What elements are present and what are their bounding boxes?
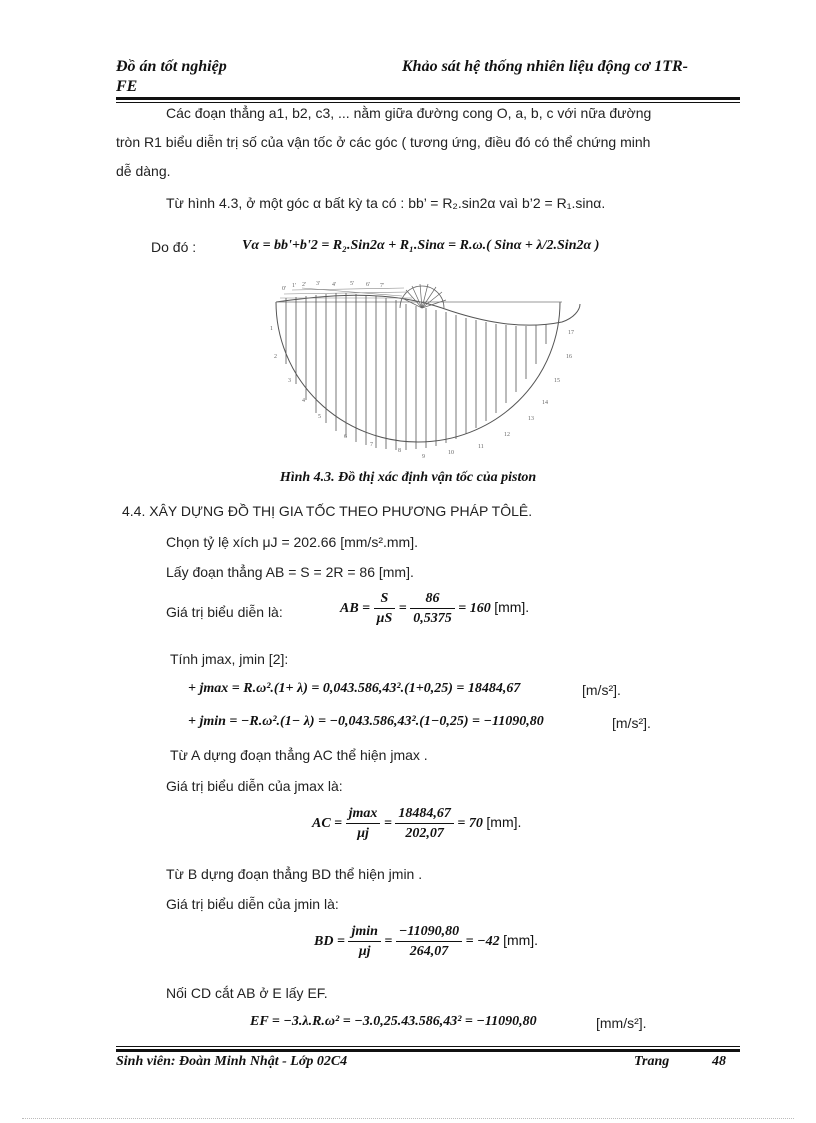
footer-rule (116, 1049, 740, 1052)
ab-label: Giá trị biểu diễn là: (166, 604, 283, 620)
ab-eq-num1: S (374, 591, 396, 609)
ac-eq-result: = 70 (457, 816, 483, 832)
header-rule-thin (116, 102, 740, 103)
ab-eq-unit: [mm]. (494, 599, 530, 616)
scale-line: Chọn tỷ lệ xích μJ = 202.66 [mm/s².mm]. (166, 534, 418, 550)
jmax-equation: + jmax = R.ω².(1+ λ) = 0,043.586,43².(1+0,25) = 18484,67 (188, 681, 521, 696)
lower-semicircle (276, 302, 560, 442)
para1-line1: Các đoạn thẳng a1, b2, c3, ... nằm giữa đường cong O, a, b, c với nữa đường (166, 105, 652, 121)
curve-label-1: 1 (270, 326, 273, 332)
jmax-unit: [m/s²]. (582, 682, 621, 698)
curve-label-17: 17 (568, 330, 574, 336)
header-left-title: Đồ án tốt nghiệp (116, 58, 227, 75)
footer-page-number: 48 (712, 1054, 726, 1069)
figure-caption: Hình 4.3. Đồ thị xác định vận tốc của piston (279, 470, 537, 485)
ac-eq-num1: jmax (346, 806, 381, 824)
bd-eq-den1: μj (358, 944, 371, 959)
do-do-label: Do đó : (151, 239, 197, 255)
velocity-curve (276, 295, 580, 325)
ef-unit: [mm/s²]. (596, 1015, 647, 1031)
velocity-equation: Vα = bb'+b'2 = R₂.Sin2α + R₁.Sinα = R.ω.( Sinα + λ/2.Sin2α ) (242, 238, 600, 253)
para1-line3: dễ dàng. (116, 163, 171, 179)
ab-eq-lhs: AB = (340, 601, 371, 617)
bd-equation: BD = $\frac{jmin}{\mu j}$ = $\frac{-11090,80}{264,07}$ = −42 [mm]. (314, 924, 539, 959)
velocity-diagram-figure (262, 278, 582, 460)
ac-eq-den2: 202,07 (405, 826, 444, 841)
curve-label-3: 3 (288, 378, 291, 384)
bd-eq-lhs: BD = (314, 934, 345, 950)
top-label-0: 0' (282, 286, 287, 292)
cd-line: Nối CD cắt AB ở E lấy EF. (166, 985, 328, 1001)
footer-rule-thin (116, 1046, 740, 1047)
section-title: 4.4. XÂY DỰNG ĐỒ THỊ GIA TỐC THEO PHƯƠNG PHÁP TÔLÊ. (122, 503, 533, 519)
footer-student: Sinh viên: Đoàn Minh Nhật - Lớp 02C4 (116, 1054, 348, 1069)
ac-eq-lhs: AC = (312, 816, 343, 832)
ab-eq-num2: 86 (410, 591, 455, 609)
curve-label-6: 6 (344, 434, 347, 440)
jmin-unit: [m/s²]. (612, 715, 651, 731)
ab-line: Lấy đoạn thẳng AB = S = 2R = 86 [mm]. (166, 564, 414, 580)
ab-eq-den1: μS (376, 611, 393, 626)
ac-eq-den1: μj (357, 826, 369, 841)
curve-label-9: 9 (422, 454, 425, 460)
curve-label-5: 5 (318, 414, 321, 420)
bd-eq-unit: [mm]. (503, 932, 539, 949)
top-label-1: 1' (292, 283, 297, 289)
top-label-4: 4' (332, 282, 337, 288)
curve-label-4: 4 (302, 398, 305, 404)
curve-label-11: 11 (478, 444, 484, 450)
ac-equation: AC = $\frac{jmax}{\mu j}$ = $\frac{18484,67}{202,07}$ = 70 [mm]. (312, 806, 522, 841)
curve-label-2: 2 (274, 354, 277, 360)
footer-page-label: Trang (634, 1054, 670, 1069)
page-bottom-dotted-line (22, 1118, 794, 1119)
ac-eq-unit: [mm]. (486, 814, 522, 831)
curve-label-8: 8 (398, 448, 401, 454)
crank-circle-rays (402, 284, 446, 308)
ab-eq-result: = 160 (458, 601, 491, 617)
curve-label-15: 15 (554, 378, 560, 384)
ac-label: Giá trị biểu diễn của jmax là: (166, 778, 343, 794)
jmin-equation: + jmin = −R.ω².(1− λ) = −0,043.586,43².(1−0,25) = −11090,80 (188, 714, 544, 729)
curve-label-12: 12 (504, 432, 510, 438)
top-label-3: 3' (316, 281, 321, 287)
header-rule (116, 97, 740, 100)
curve-label-13: 13 (528, 416, 534, 422)
bd-intro: Từ B dựng đoạn thẳng BD thể hiện jmin . (166, 866, 423, 882)
top-label-2: 2' (302, 282, 307, 288)
curve-label-7: 7 (370, 442, 373, 448)
ab-equation: AB = $\frac{S}{\mu S}$ = $\frac{86}{0,5375}$ = 160 [mm]. (340, 591, 530, 626)
top-label-5: 5' (350, 281, 355, 287)
ab-eq-den2: 0,5375 (413, 611, 452, 626)
top-label-6: 6' (366, 282, 371, 288)
top-label-7: 7' (380, 283, 385, 289)
curve-label-10: 10 (448, 450, 454, 456)
curve-label-14: 14 (542, 400, 548, 406)
para2: Từ hình 4.3, ở một góc α bất kỳ ta có : bb’ = R₂.sin2α vaì b’2 = R₁.sinα. (166, 195, 606, 211)
header-right-title: Khảo sát hệ thống nhiên liệu động cơ 1TR- (402, 58, 688, 75)
bd-eq-num2: −11090,80 (396, 924, 462, 942)
bd-label: Giá trị biểu diễn của jmin là: (166, 896, 339, 912)
para1-line2: tròn R1 biểu diễn trị số của vận tốc ở các góc ( tương ứng, điều đó có thể chứng minh (116, 134, 651, 150)
header-left-title-continued: FE (116, 78, 138, 95)
bd-eq-result: = −42 (465, 934, 500, 950)
ac-intro: Từ A dựng đoạn thẳng AC thể hiện jmax . (170, 747, 428, 763)
velocity-ordinates (286, 293, 546, 450)
curve-label-16: 16 (566, 354, 572, 360)
bd-eq-num1: jmin (348, 924, 380, 942)
bd-eq-den2: 264,07 (409, 944, 449, 959)
tinh-line: Tính jmax, jmin [2]: (170, 651, 289, 667)
ef-equation: EF = −3.λ.R.ω² = −3.0,25.43.586,43² = −11090,80 (250, 1014, 537, 1029)
ac-eq-num2: 18484,67 (395, 806, 454, 824)
